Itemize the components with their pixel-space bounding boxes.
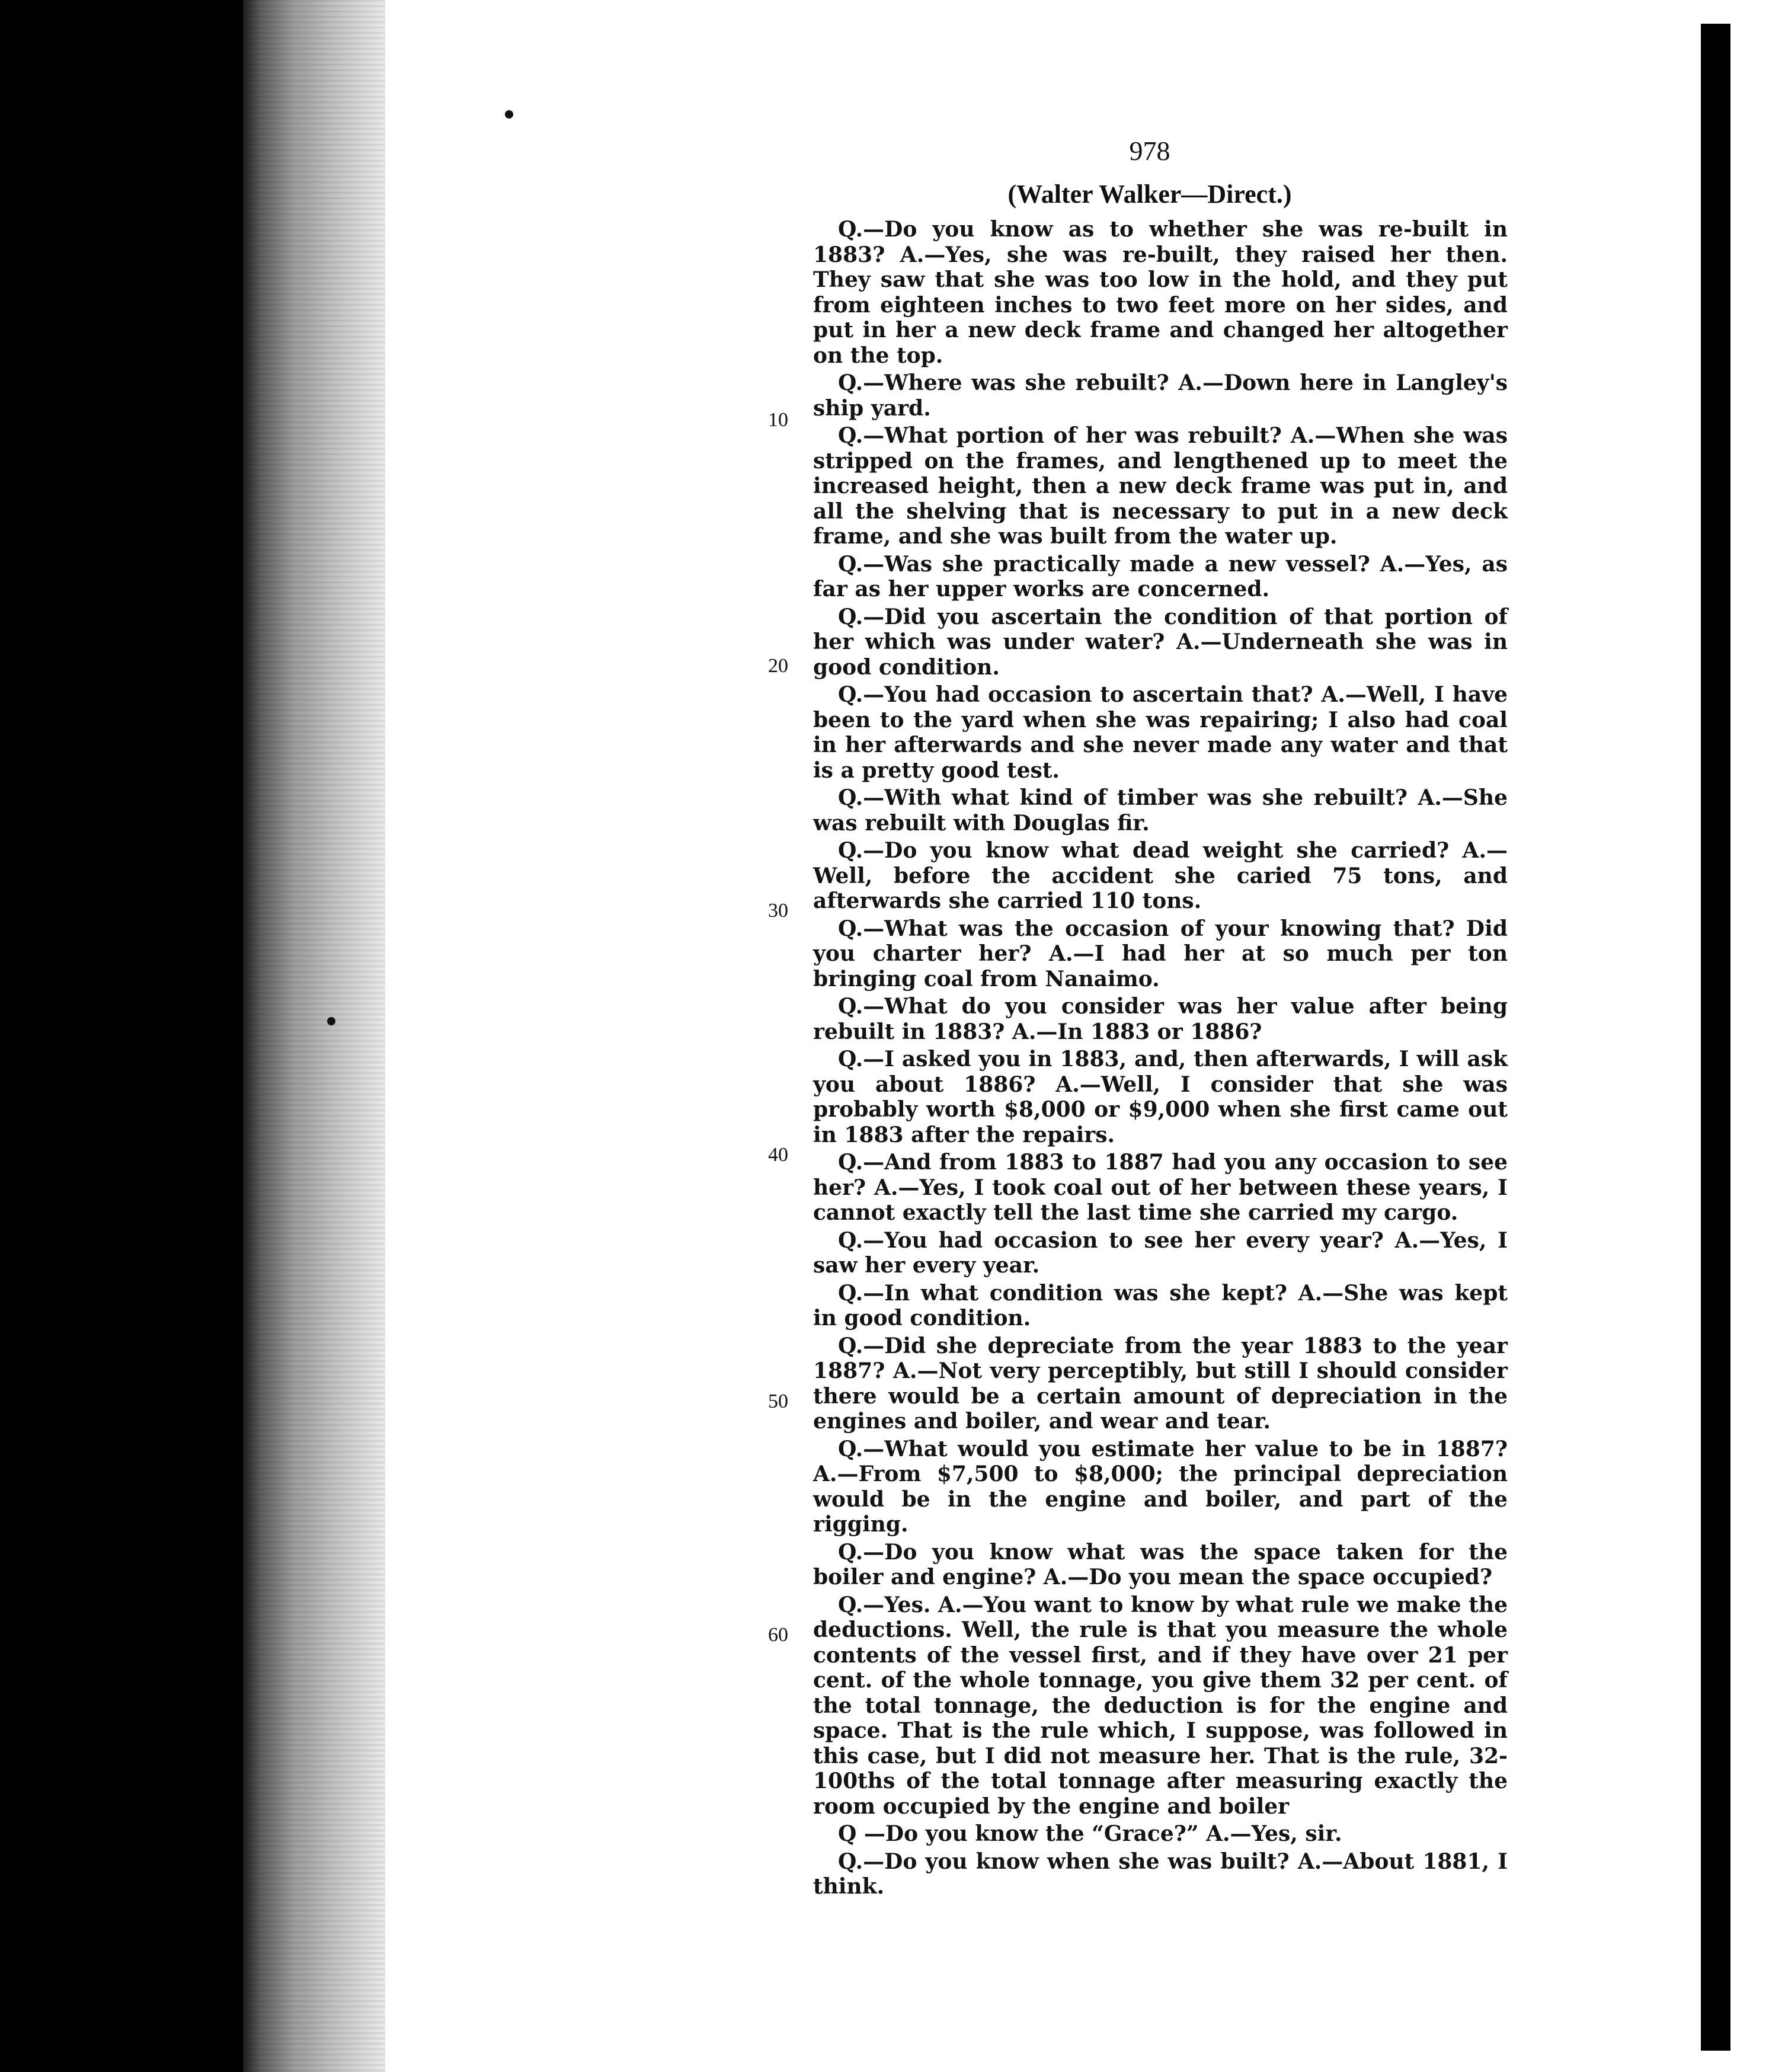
line-number: 40 [768,1144,788,1166]
testimony-paragraph: Q.—With what kind of timber was she rebuilt? A.—She was rebuilt with Douglas fir. [813,785,1508,836]
testimony-paragraph: Q.—Was she practically made a new vessel? A.—Yes, as far as her upper works are concerned. [813,551,1508,602]
testimony-paragraph: Q.—Did she depreciate from the year 1883 to the year 1887? A.—Not very perceptibly, but still I should consider there would be a certain amount of depreciation in the engines and boiler, and wear and tear. [813,1333,1508,1434]
testimony-paragraph: Q.—I asked you in 1883, and, then afterwards, I will ask you about 1886? A.—Well, I consider that she was probably worth $8,000 or $9,000 when she first came out in 1883 after the repairs. [813,1047,1508,1147]
scan-margin [1730,0,1785,2072]
testimony-paragraph: Q.—What do you consider was her value after being rebuilt in 1883? A.—In 1883 or 1886? [813,994,1508,1044]
testimony-paragraph: Q.—Did you ascertain the condition of that portion of her which was under water? A.—Underneath she was in good condition. [813,604,1508,680]
testimony-paragraph: Q —Do you know the “Grace?” A.—Yes, sir. [838,1821,1342,1846]
line-number: 30 [768,900,788,922]
testimony-paragraph: Q.—And from 1883 to 1887 had you any occasion to see her? A.—Yes, I took coal out of her between these years, I cannot exactly tell the last time she carried my cargo. [813,1150,1508,1225]
running-head: (Walter Walker—Direct.) [1007,180,1292,209]
scan-speck [505,110,513,119]
line-number: 60 [768,1624,788,1646]
testimony-paragraph: Q.—What would you estimate her value to be in 1887? A.—From $7,500 to $8,000; the principal depreciation would be in the engine and boiler, and part of the rigging. [813,1436,1508,1537]
testimony-body [813,217,1508,1902]
testimony-paragraph: Q.—Yes. A.—You want to know by what rule we make the deductions. Well, the rule is that you measure the whole contents of the vessel first, and if they have over 21 per cent. of the whole tonnage, you give them 32 per cent. of the total tonnage, the deduction is for the engine and space. That is the rule which, I suppose, was followed in this case, but I did not measure her. That is the rule, 32-100ths of the total tonnage after measuring exactly the room occupied by the engine and boiler [813,1592,1508,1819]
testimony-paragraph: Q.—You had occasion to ascertain that? A.—Well, I have been to the yard when she was repairing; I also had coal in her afterwards and she never made any water and that is a pretty good test. [813,682,1508,783]
page-number: 978 [1129,136,1170,166]
testimony-paragraph: Q.—What portion of her was rebuilt? A.—When she was stripped on the frames, and lengthened up to meet the increased height, then a new deck frame was put in, and all the shelving that is necessary to put in a new deck frame, and she was built from the water up. [813,423,1508,549]
testimony-paragraph: Q.—Do you know as to whether she was re-built in 1883? A.—Yes, she was re-built, they raised her then. They saw that she was too low in the hold, and they put from eighteen inches to two feet more on her sides, and put in her a new deck frame and changed her altogether on the top. [813,217,1508,368]
testimony-paragraph: Q.—Do you know what was the space taken for the boiler and engine? A.—Do you mean the space occupied? [813,1539,1508,1590]
line-number: 20 [768,655,788,677]
line-number: 10 [768,409,788,431]
testimony-paragraph: Q.—Do you know what dead weight she carried? A.—Well, before the accident she caried 75 tons, and afterwards she carried 110 tons. [813,838,1508,913]
testimony-paragraph: Q.—Do you know when she was built? A.—About 1881, I think. [813,1849,1508,1899]
gutter-texture [243,0,385,2072]
testimony-paragraph: Q.—You had occasion to see her every year? A.—Yes, I saw her every year. [813,1227,1508,1278]
testimony-paragraph: Q.—What was the occasion of your knowing that? Did you charter her? A.—I had her at so much per ton bringing coal from Nanaimo. [813,916,1508,992]
testimony-paragraph: Q.—In what condition was she kept? A.—She was kept in good condition. [813,1280,1508,1331]
testimony-paragraph: Q.—Where was she rebuilt? A.—Down here in Langley's ship yard. [813,370,1508,421]
facing-page-edge [1701,24,1730,2051]
line-number: 50 [768,1390,788,1412]
scan-speck [327,1017,335,1025]
